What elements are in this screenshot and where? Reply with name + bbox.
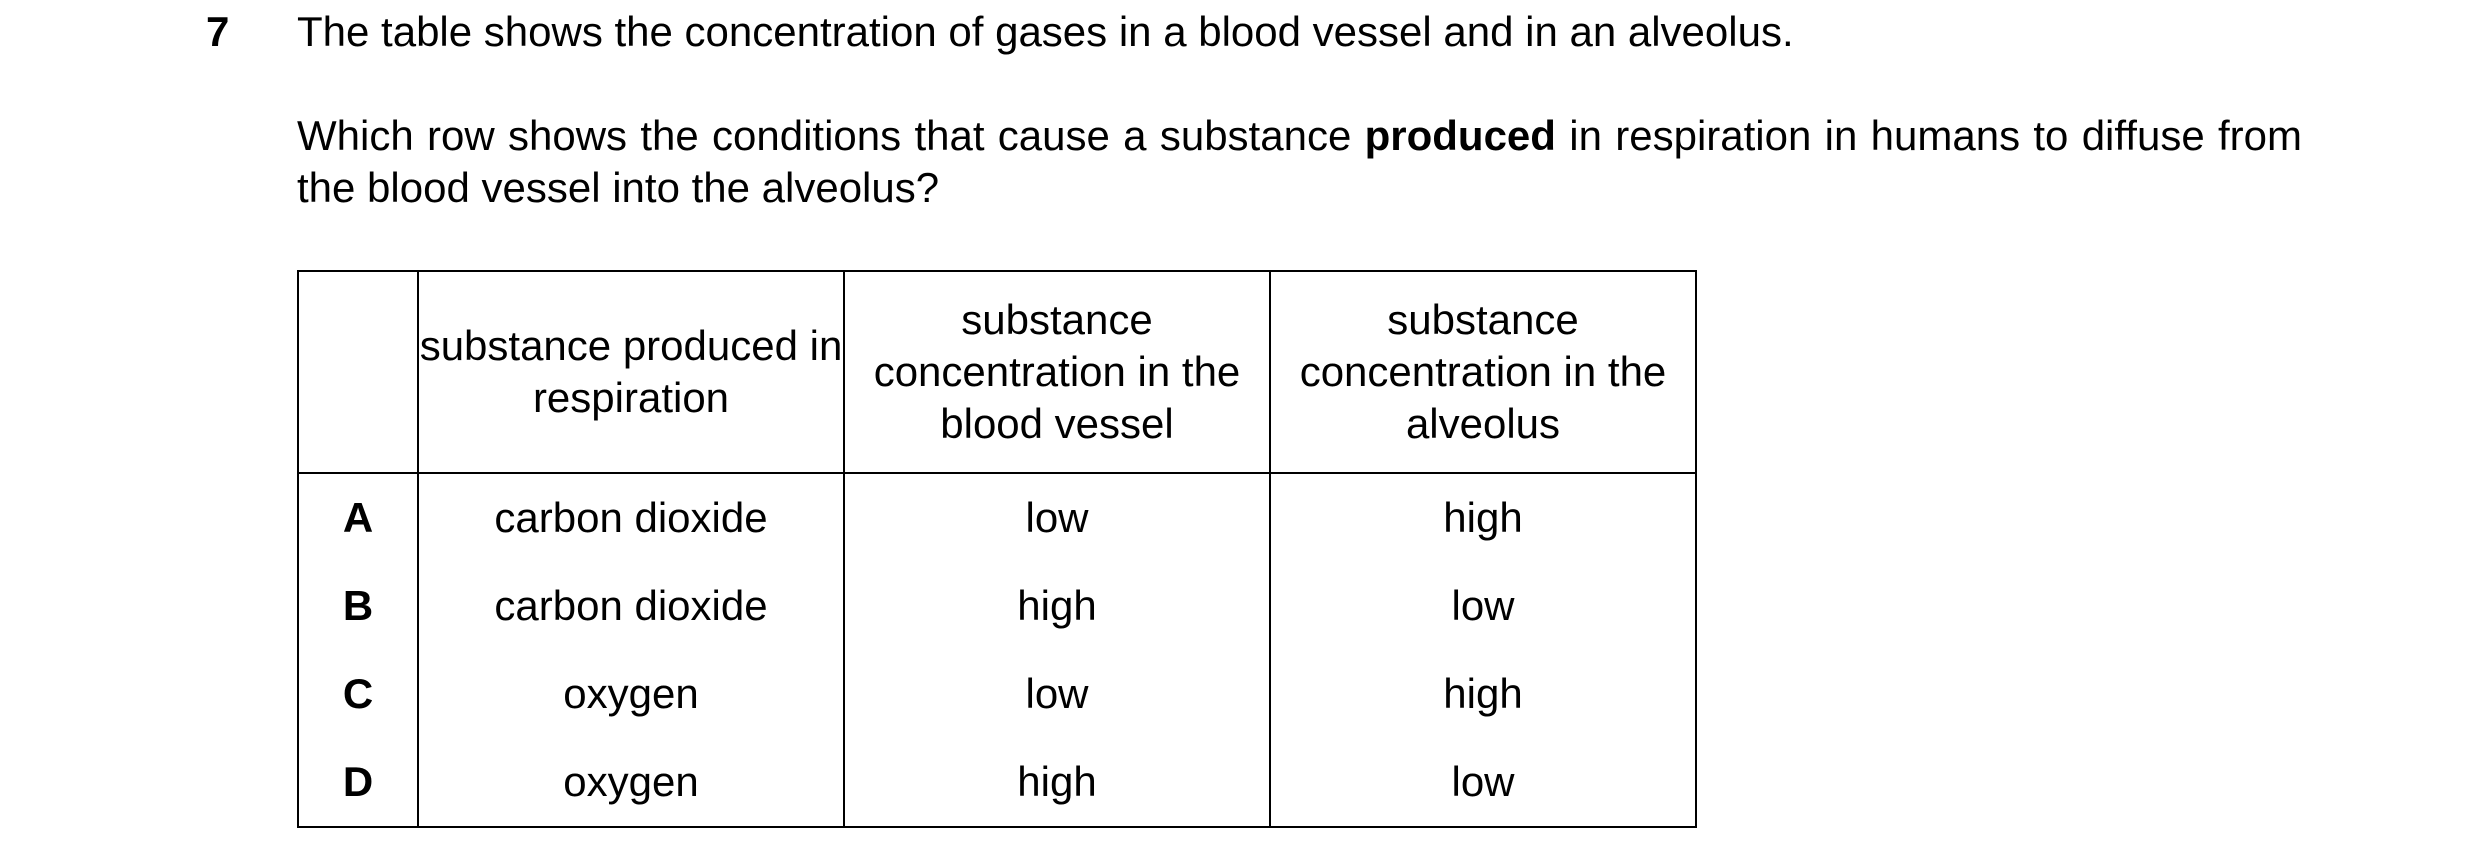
table-header-row: [298, 271, 1696, 473]
option-blood-vessel-concentration: low: [844, 650, 1270, 738]
question-stem: The table shows the concentration of gases in a blood vessel and in an alveolus.: [297, 8, 1794, 55]
option-substance: oxygen: [418, 738, 844, 827]
option-alveolus-concentration: high: [1270, 650, 1696, 738]
header-letter-cell: [298, 271, 418, 473]
option-row-a[interactable]: [298, 473, 1696, 562]
question-number: 7: [206, 8, 230, 55]
option-letter: A: [298, 473, 418, 562]
option-letter: B: [298, 562, 418, 650]
option-row-d[interactable]: [298, 738, 1696, 827]
option-substance: carbon dioxide: [418, 473, 844, 562]
option-substance: carbon dioxide: [418, 562, 844, 650]
option-blood-vessel-concentration: low: [844, 473, 1270, 562]
option-alveolus-concentration: low: [1270, 738, 1696, 827]
question-prompt-end: in respiration in humans to diffuse from the blood vessel into the alveolus?: [297, 112, 2302, 211]
question-prompt: [297, 110, 2302, 214]
option-row-c[interactable]: [298, 650, 1696, 738]
option-alveolus-concentration: low: [1270, 562, 1696, 650]
option-letter: C: [298, 650, 418, 738]
options-table: [297, 270, 1697, 828]
header-alveolus-concentration: substance concentration in the alveolus: [1270, 271, 1696, 473]
option-alveolus-concentration: high: [1270, 473, 1696, 562]
option-blood-vessel-concentration: high: [844, 738, 1270, 827]
option-letter: D: [298, 738, 418, 827]
header-blood-vessel-concentration: substance concentration in the blood vessel: [844, 271, 1270, 473]
option-blood-vessel-concentration: high: [844, 562, 1270, 650]
question-prompt-start: Which row shows the conditions that cause a substance: [297, 112, 1365, 159]
option-substance: oxygen: [418, 650, 844, 738]
question-prompt-emphasis: produced: [1364, 112, 1556, 159]
option-row-b[interactable]: [298, 562, 1696, 650]
header-substance: substance produced in respiration: [418, 271, 844, 473]
